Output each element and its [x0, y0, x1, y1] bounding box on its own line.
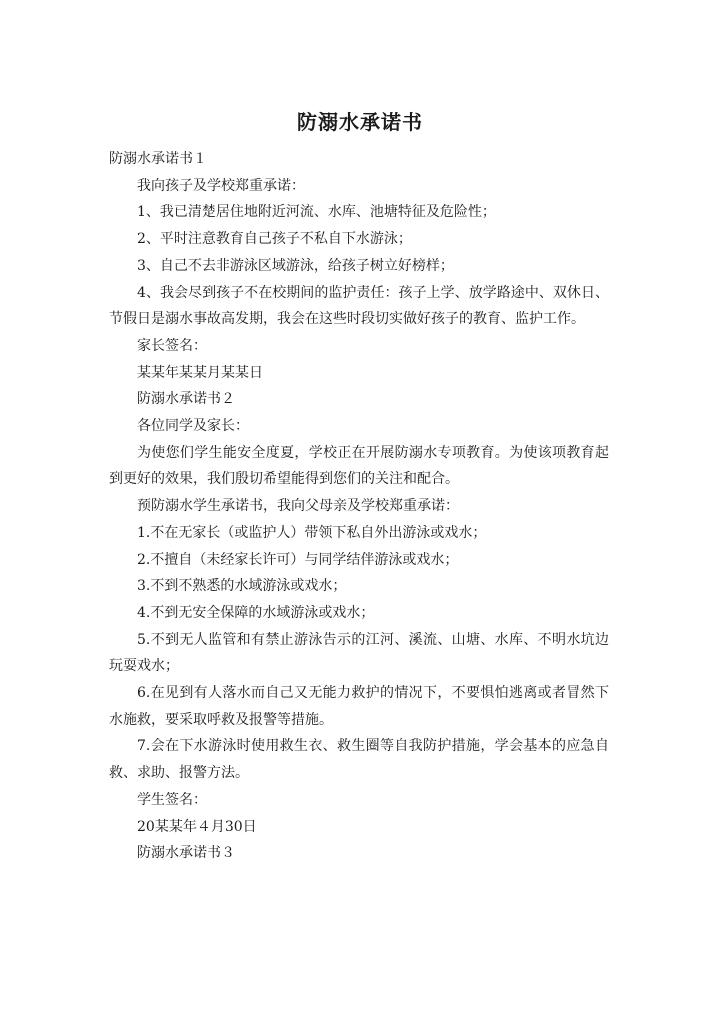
paragraph: 4、我会尽到孩子不在校期间的监护责任：孩子上学、放学路途中、双休日、节假日是溺水事故高发期，我会在这些时段切实做好孩子的教育、监护工作。	[109, 284, 609, 328]
paragraph: 某某年某某月某某日	[137, 364, 263, 381]
paragraph: 我向孩子及学校郑重承诺：	[137, 177, 305, 194]
paragraph: 为使您们学生能安全度夏，学校正在开展防溺水专项教育。为使该项教育起到更好的效果，我们殷切希望能得到您们的关注和配合。	[109, 444, 609, 488]
paragraph: 防溺水承诺书３	[137, 845, 235, 862]
paragraph: 1.不在无家长（或监护人）带领下私自外出游泳或戏水；	[137, 524, 487, 541]
document-title: 防溺水承诺书	[297, 110, 423, 134]
paragraph: 7.会在下水游泳时使用救生衣、救生圈等自我防护措施，学会基本的应急自救、求助、报警方法。	[109, 738, 609, 782]
paragraph: 2.不擅自（未经家长许可）与同学结伴游泳或戏水；	[137, 551, 459, 568]
paragraph: 1、我已清楚居住地附近河流、水库、池塘特征及危险性；	[137, 204, 496, 221]
paragraph: 3.不到不熟悉的水域游泳或戏水；	[137, 578, 347, 595]
paragraph: 家长签名：	[137, 337, 207, 354]
paragraph: 6.在见到有人落水而自己又无能力救护的情况下，不要惧怕逃离或者冒然下水施救，要采取呼救及报警等措施。	[109, 685, 609, 728]
paragraph: 2、平时注意教育自己孩子不私自下水游泳；	[137, 231, 412, 248]
paragraph: 5.不到无人监管和有禁止游泳告示的江河、溪流、山塘、水库、不明水坑边玩耍戏水；	[109, 631, 609, 675]
paragraph: 4.不到无安全保障的水域游泳或戏水；	[137, 604, 375, 621]
paragraph: 防溺水承诺书１	[109, 151, 207, 167]
paragraph: 3、自己不去非游泳区域游泳，给孩子树立好榜样；	[137, 257, 454, 274]
document-body	[109, 146, 609, 867]
paragraph: 各位同学及家长：	[137, 418, 249, 435]
paragraph: 学生签名：	[137, 791, 207, 808]
paragraph: 预防溺水学生承诺书，我向父母亲及学校郑重承诺：	[137, 498, 459, 515]
paragraph: 防溺水承诺书２	[137, 391, 235, 408]
paragraph: 20某某年４月30日	[137, 818, 257, 835]
